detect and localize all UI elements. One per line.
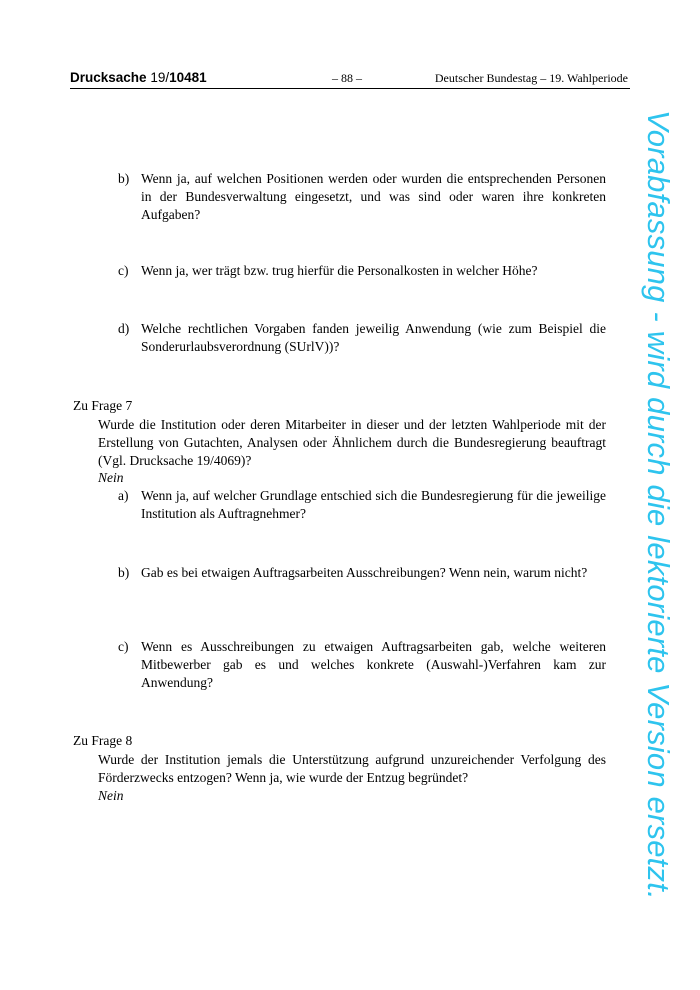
list-item: b) Gab es bei etwaigen Auftragsarbeiten Ausschreibungen? Wenn nein, warum nicht? [118,565,588,580]
page-number: – 88 – [332,71,362,85]
question-text: Wurde der Institution jemals die Unterstützung aufgrund unzureichender Verfolgung des Förderzwecks entzogen? Wenn ja, wie wurde der Entzug begründet? [98,752,606,785]
list-item: d) Welche rechtlichen Vorgaben fanden jeweilig Anwendung (wie zum Beispiel die Sonderurlaubsverordnung (SUrlV))? [118,321,606,354]
list-item: b) Wenn ja, auf welchen Positionen werden oder wurden die entsprechenden Personen in der Bundesverwaltung eingesetzt, und was sind oder waren ihre konkreten Aufgaben? [118,171,606,222]
watermark: Vorabfassung - wird durch die lektorierte Version ersetzt. [641,110,676,900]
list-item: c) Wenn es Ausschreibungen zu etwaigen Auftragsarbeiten gab, welche weiteren Mitbewerber gab es und welches konkrete (Auswahl-)Verfahren kam zur Anwendung? [118,639,606,690]
document-number: Drucksache 19/10481 [70,70,207,85]
answer-text: Nein [98,470,124,485]
question-text: Wurde die Institution oder deren Mitarbeiter in dieser und der letzten Wahlperiode mit der Erstellung von Gutachten, Analysen oder Ähnlichem durch die Bundesregierung beauftragt (Vgl. Drucksache 19/4069)? [98,417,606,468]
page-header [70,68,630,89]
list-item: a) Wenn ja, auf welcher Grundlage entschied sich die Bundesregierung für die jeweilige Institution als Auftragnehmer? [118,488,606,521]
publisher: Deutscher Bundestag – 19. Wahlperiode [434,71,628,85]
section-heading: Zu Frage 7 [73,398,133,413]
list-item: c) Wenn ja, wer trägt bzw. trug hierfür die Personalkosten in welcher Höhe? [118,263,538,278]
section-heading: Zu Frage 8 [73,733,133,748]
answer-text: Nein [98,788,124,803]
